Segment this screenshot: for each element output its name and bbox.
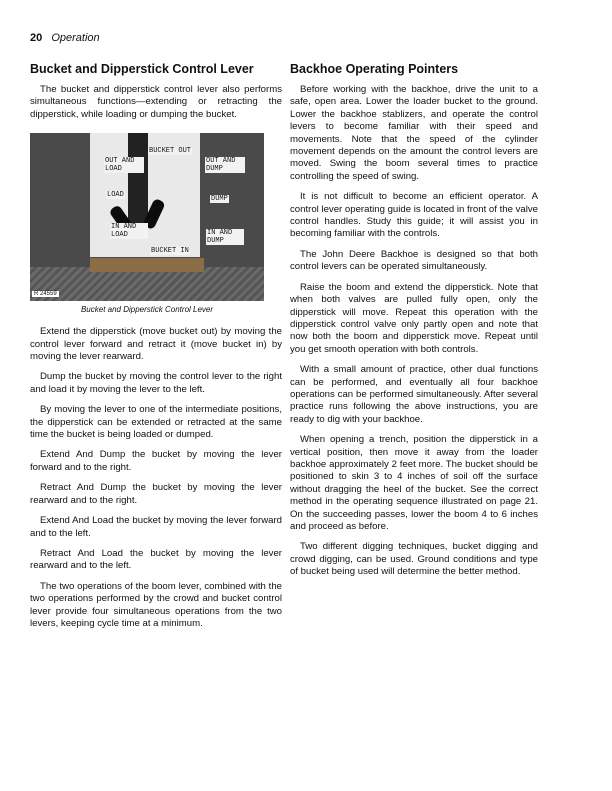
right-column — [290, 62, 538, 587]
left-paragraph: Extend And Load the bucket by moving the lever forward and to the left. — [30, 515, 282, 539]
left-paragraph: Retract And Dump the bucket by moving the lever rearward and to the right. — [30, 482, 282, 506]
control-lever-photo — [30, 133, 264, 301]
left-paragraph: Dump the bucket by moving the control lever to the right and load it by moving the lever to the left. — [30, 371, 282, 395]
label-in-and-load: IN AND LOAD — [110, 223, 148, 239]
left-paragraph: Retract And Load the bucket by moving the lever rearward and to the left. — [30, 547, 282, 572]
bucket-lever-heading: Bucket and Dipperstick Control Lever — [30, 62, 254, 76]
right-paragraph: Before working with the backhoe, drive the unit to a safe, open area. Lower the loader bucket to the ground. Lower the backhoe stablizers, and operate the control levers to become familiar with their speed and movements. Note that the speed of the cylinder movement depends on the amount the control levers are moved. Swing the boom several times to practice controlling the speed of swing. — [290, 84, 538, 182]
page-header — [30, 32, 100, 44]
label-dump: DUMP — [211, 195, 228, 204]
label-bucket-in: BUCKET IN — [151, 247, 189, 256]
lever-base — [90, 258, 204, 272]
right-paragraph: The John Deere Backhoe is designed so that both control levers can be operated simultaneously. — [290, 248, 538, 273]
figure-caption: Bucket and Dipperstick Control Lever — [80, 305, 214, 315]
left-paragraph: By moving the lever to one of the intermediate positions, the dipperstick can be extended or retracted at the same time the bucket is being loaded or dumped. — [30, 404, 282, 441]
left-paragraph: Extend the dipperstick (move bucket out) by moving the control lever forward and retract it (move bucket in) by moving the lever rearward. — [30, 326, 282, 363]
right-paragraph: With a small amount of practice, other dual functions can be performed, and eventually all four backhoe operations can be performed simultaneously. After several practice runs following the above instructions, you are ready to dig with your backhoe. — [290, 364, 538, 425]
left-column — [30, 62, 282, 638]
left-paragraph: The two operations of the boom lever, combined with the two operations performed by the crowd and bucket control lever provide four simultaneous operations from the two levers, keeping cycle time at a minimum. — [30, 580, 282, 629]
label-load: LOAD — [107, 191, 124, 200]
right-paragraph: It is not difficult to become an efficient operator. A control lever operating guide is located in front of the valve control handles. Study this guide; it will assist you in becoming familiar with the controls. — [290, 191, 538, 240]
figure-tag: R 24559 — [34, 291, 57, 298]
label-out-and-load: OUT AND LOAD — [104, 157, 144, 173]
left-paragraph: Extend And Dump the bucket by moving the lever forward and to the right. — [30, 449, 282, 473]
right-paragraph: Raise the boom and extend the dipperstick. Note that when both valves are pulled fully open, only the dipperstick will move. Repeat this operation with the dipperstick control valve only partly open and note that now both the boom and dipperstick move. Repeat until you get smooth operation with both controls. — [290, 281, 538, 355]
page-number: 20 — [30, 32, 43, 44]
label-out-and-dump: OUT AND DUMP — [205, 157, 245, 173]
right-paragraph: When opening a trench, position the dipperstick in a vertical position, then move it away from the loader backhoe approximately 2 feet more. The bucket should be positioned to skin 3 to 4 inches of soil off the surface without dragging the heel of the bucket. See the correct method in the operating sequence illustrated on page 21. On the succeeding passes, lower the boom 4 to 6 inches and proceed as before. — [290, 434, 538, 532]
floor-plate — [30, 267, 264, 301]
section-name: Operation — [51, 32, 100, 44]
label-bucket-out: BUCKET OUT — [149, 147, 192, 156]
pointers-heading: Backhoe Operating Pointers — [290, 62, 459, 76]
intro-paragraph: The bucket and dipperstick control lever also performs simultaneous functions—extending or retracting the dipperstick, while loading or dumping the bucket. — [30, 84, 282, 120]
label-in-and-dump: IN AND DUMP — [206, 229, 244, 245]
right-paragraph: Two different digging techniques, bucket digging and crowd digging, can be used. Ground conditions and type of bucket being used will determine the better method. — [290, 541, 538, 578]
